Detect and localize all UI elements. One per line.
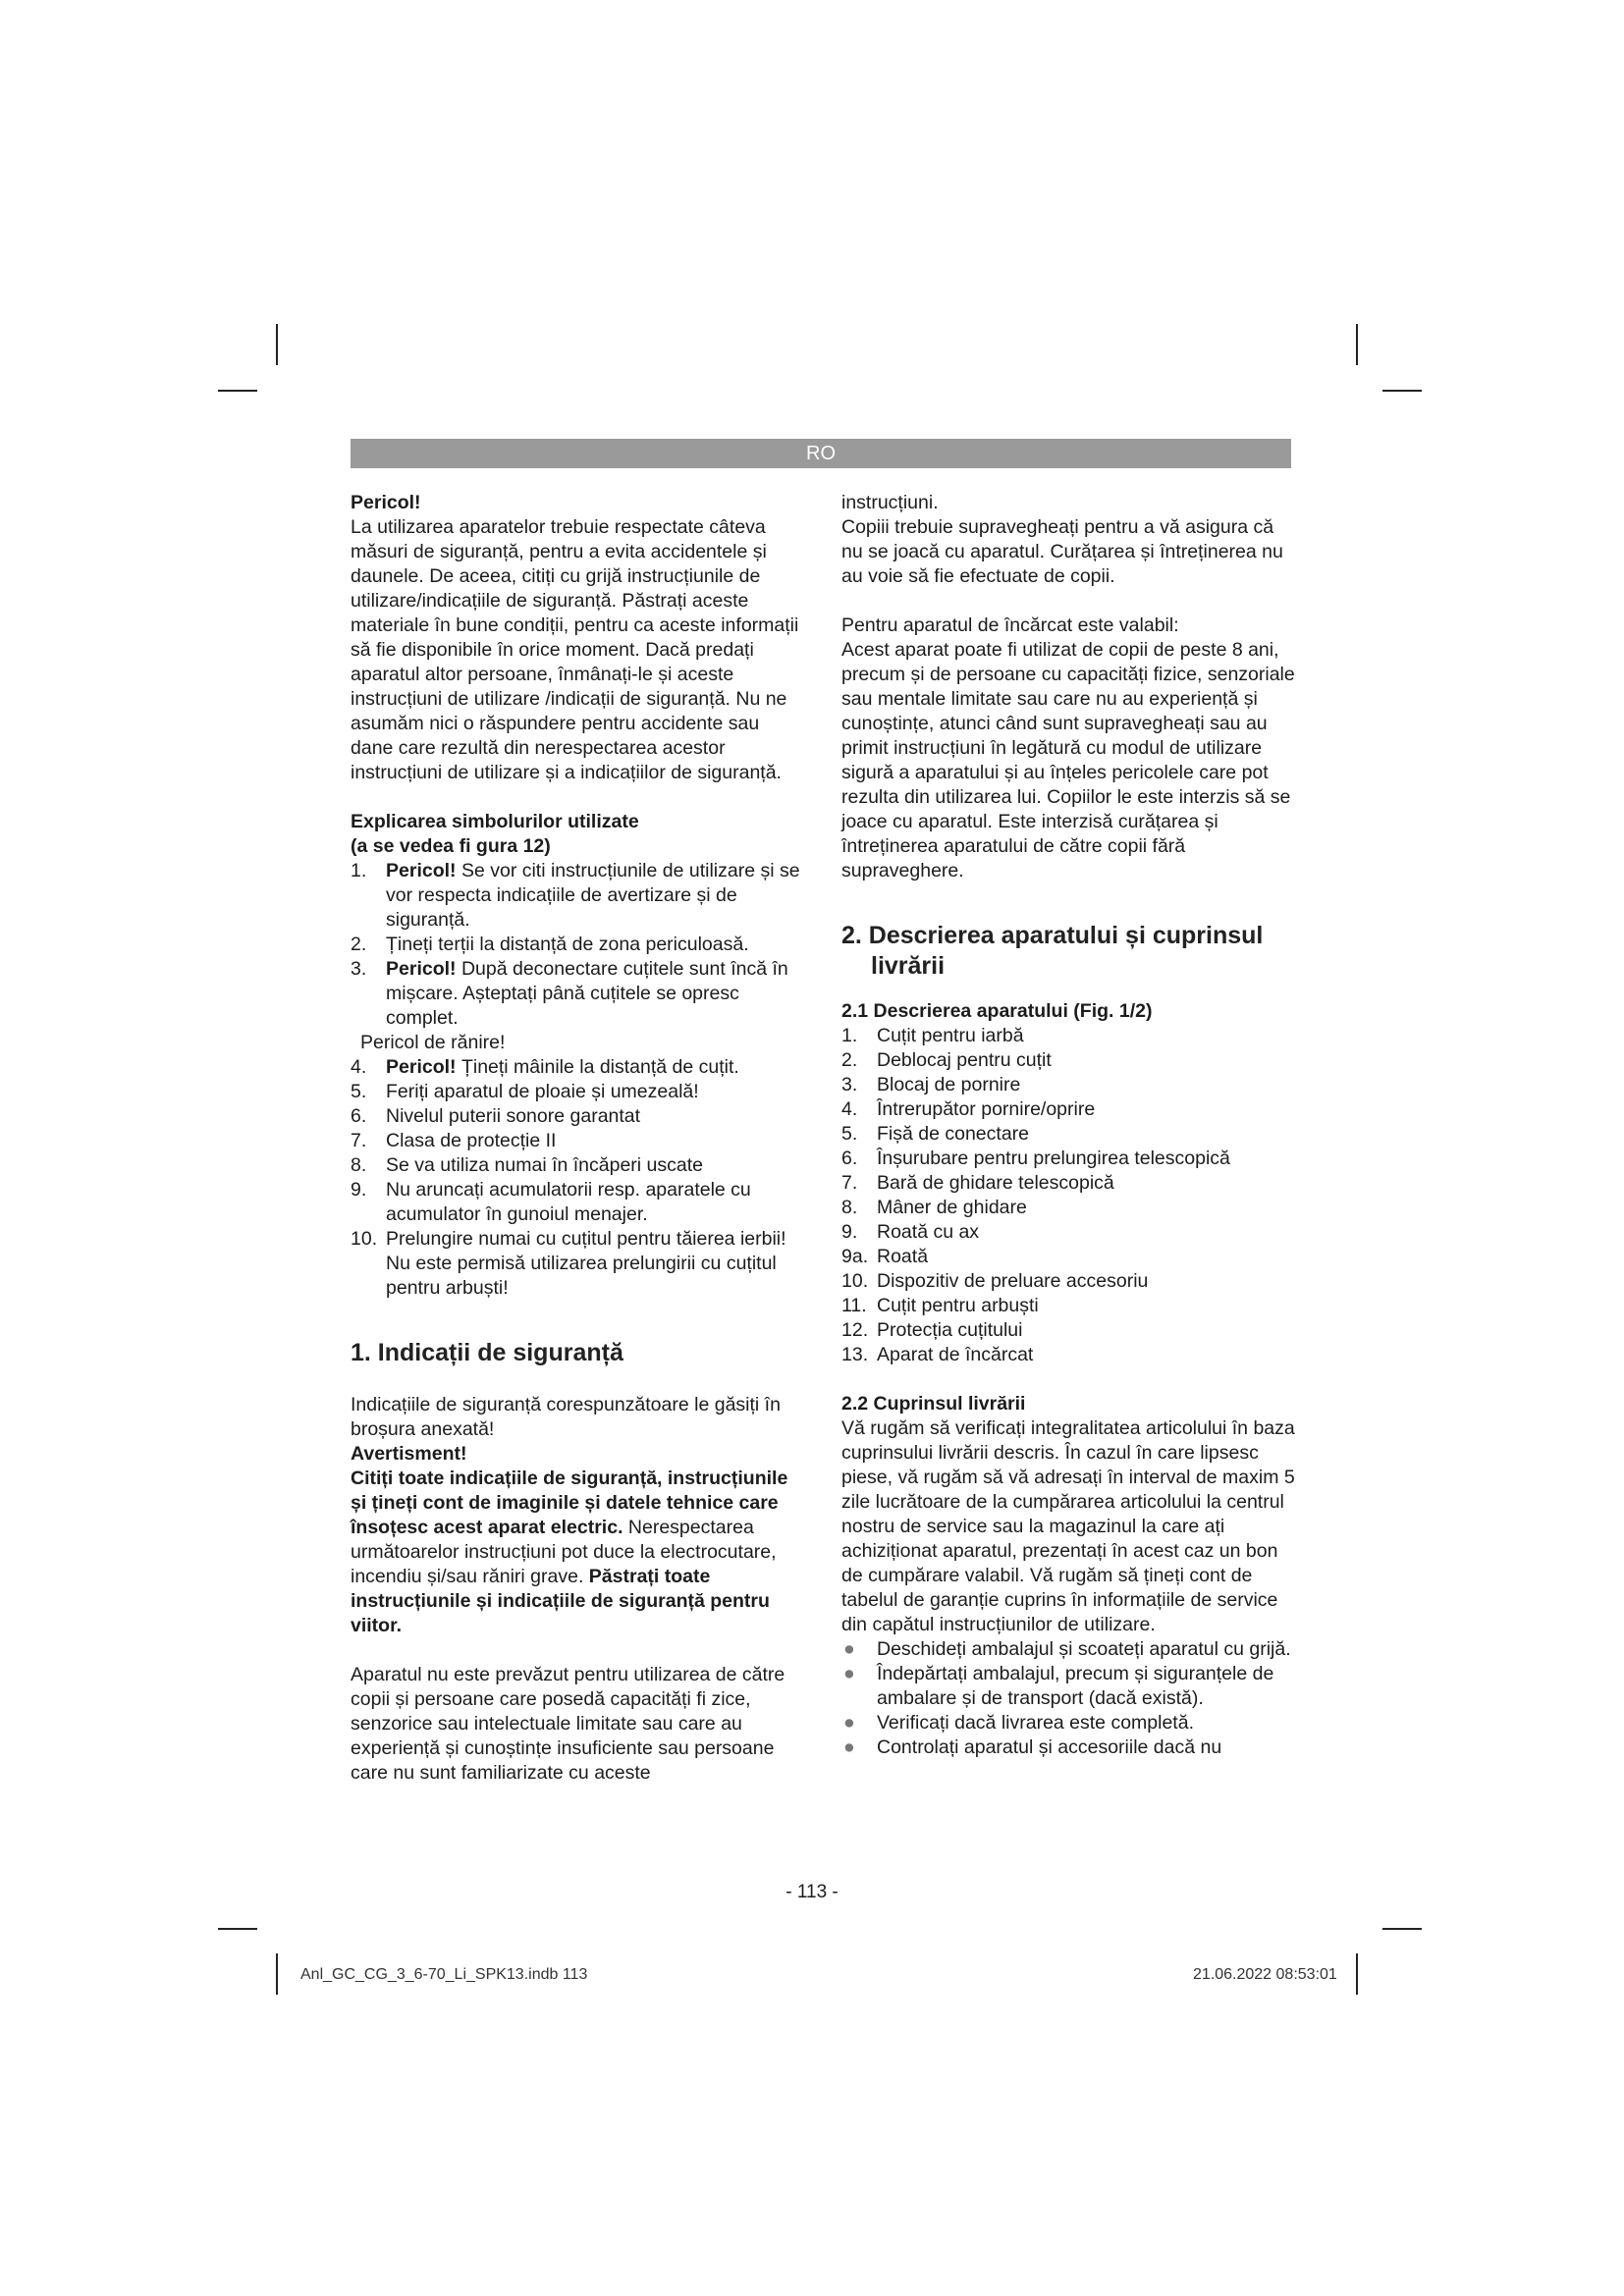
list-item: 8. Mâner de ghidare [841,1197,1027,1218]
bullet-icon: ● [843,1663,855,1684]
list-item: 1. Pericol! Se vor citi instrucțiunile de utilizare și se vor respecta indicațiile de avertizare și de siguranță. [351,860,800,931]
list-item: ● Îndepărtați ambalajul, precum și siguranțele de ambalare și de transport (dacă există). [843,1663,1274,1709]
left-column [351,491,804,1786]
crop-mark [1356,1953,1358,1995]
crop-mark [218,390,257,392]
list-item: 7. Bară de ghidare telescopică [841,1172,1114,1194]
s1-children-text: Aparatul nu este prevăzut pentru utilizarea de către copii și persoane care posedă capacități fi zice, senzorice sau intelectuale limitate sau care au experiență și cunoștințe insuficiente sau persoane care nu sunt familiarizate cu aceste [351,1664,785,1784]
s1-paragraph: Citiți toate indicațiile de siguranță, instrucțiunile și țineți cont de imaginile și datele tehnice care însoțesc acest aparat electric. Nerespectarea următoarelor instrucțiuni pot duce la electrocutare, incendiu și/sau răniri grave. Păstrați toate instrucțiunile și indicațiile de siguranță pentru viitor. [351,1468,788,1636]
bullet-icon: ● [843,1712,855,1734]
list-item: 7. Clasa de protecție II [351,1130,557,1151]
danger-text: La utilizarea aparatelor trebuie respectate câteva măsuri de siguranță, pentru a evita accidentele și daunele. De aceea, citiți cu grijă instrucțiunile de utilizare/indicațiile de siguranță. Păstrați aceste materiale în bune condiții, pentru ca aceste informații să fie disponibile în orice moment. Dacă predați aparatul altor persoane, înmânați-le și aceste instrucțiuni de utilizare /indicații de siguranță. Nu ne asumăm nici o răspundere pentru accidente sau dane care rezultă din nerespectarea acestor instrucțiuni de utilizare și a indicațiilor de siguranță. [351,516,799,783]
list-item: 9. Roată cu ax [841,1221,980,1243]
list-item: 6. Înșurubare pentru prelungirea telescopică [841,1148,1230,1169]
list-item: 10. Prelungire numai cu cuțitul pentru tăierea ierbii! Nu este permisă utilizarea prelungirii cu cuțitul pentru arbuști! [351,1228,786,1299]
crop-mark [1382,390,1422,392]
list-item: Pericol de rănire! [360,1032,506,1053]
continuation-text: instrucțiuni. [841,492,939,513]
list-item: ● Controlați aparatul și accesoriile dacă nu [843,1736,1222,1758]
s22-text: Vă rugăm să verificați integralitatea articolului în baza cuprinsului livrării descris. În cazul în care lipsesc piese, vă rugăm să vă adresați în interval de maxim 5 zile lucrătoare de la cumpărarea articolului la centrul nostru de service sau la magazinul la care ați achiziționat aparatul, prezentați în acest caz un bon de cumpărare valabil. Vă rugăm să țineți cont de tabelul de garanție cuprins în informațiile de service din capătul instrucțiunilor de utilizare. [841,1417,1295,1635]
s1-warning: Avertisment! [351,1443,467,1465]
list-item: 5. Feriți aparatul de ploaie și umezeală! [351,1081,699,1102]
list-item: ● Deschideți ambalajul și scoateți aparatul cu grijă. [843,1638,1291,1660]
crop-mark [218,1928,257,1930]
list-item: 4. Pericol! Țineți mâinile la distanță de cuțit. [351,1056,739,1078]
bullet-icon: ● [843,1736,855,1758]
footer-timestamp: 21.06.2022 08:53:01 [1193,1966,1337,1983]
list-item: 12. Protecția cuțitului [841,1319,1023,1341]
charger-title: Pentru aparatul de încărcat este valabil: [841,614,1179,636]
parts-list [841,1024,1295,1367]
list-item: 2. Țineți terții la distanță de zona periculoasă. [351,934,749,955]
crop-mark [276,1953,278,1995]
symbols-subtitle: (a se vedea fi gura 12) [351,835,551,857]
s1-intro: Indicațiile de siguranță corespunzătoare le găsiți în broșura anexată! [351,1394,781,1440]
delivery-checklist [841,1637,1295,1760]
s21-title: 2.1 Descrierea aparatului (Fig. 1/2) [841,1000,1153,1022]
symbols-title: Explicarea simbolurilor utilizate [351,811,639,832]
crop-mark [1382,1928,1422,1930]
list-item: 4. Întrerupător pornire/oprire [841,1098,1096,1120]
list-item: 9. Nu aruncați acumulatorii resp. aparatele cu acumulator în gunoiul menajer. [351,1179,751,1225]
right-column [841,491,1295,1760]
charger-text: Acest aparat poate fi utilizat de copii de peste 8 ani, precum și de persoane cu capacități fizice, senzoriale sau mentale limitate sau care nu au experiență și cunoștințe, atunci când sunt supravegheați sau au primit instrucțiuni în legătură cu modul de utilizare sigură a aparatului și au înțeles pericolele care pot rezulta din utilizarea lui. Copiilor le este interzis să se joace cu aparatul. Este interzisă curățarea și întreținerea aparatului de către copii fără supraveghere. [841,639,1295,881]
section-2-title: 2. Descrierea aparatului și cuprinsul livrării [841,922,1264,980]
s22-title: 2.2 Cuprinsul livrării [841,1393,1026,1415]
list-item: 10. Dispozitiv de preluare accesoriu [841,1270,1149,1292]
list-item: ● Verificați dacă livrarea este completă. [843,1712,1194,1734]
children-supervision-text: Copiii trebuie supravegheați pentru a vă asigura că nu se joacă cu aparatul. Curățarea și întreținerea nu au voie să fie efectuate de copii. [841,516,1283,587]
list-item: 2. Deblocaj pentru cuțit [841,1049,1052,1071]
page-number: - 113 - [785,1882,839,1902]
list-item: 8. Se va utiliza numai în încăperi uscate [351,1154,704,1176]
footer-file: Anl_GC_CG_3_6-70_Li_SPK13.indb 113 [300,1966,588,1983]
list-item: 13. Aparat de încărcat [841,1344,1034,1365]
crop-mark [276,324,278,365]
list-item: 1. Cuțit pentru iarbă [841,1025,1024,1046]
crop-mark [1356,324,1358,365]
list-item: 5. Fișă de conectare [841,1123,1030,1145]
danger-title: Pericol! [351,492,421,513]
symbols-list [351,859,804,1301]
list-item: 11. Cuțit pentru arbuști [841,1295,1039,1316]
bullet-icon: ● [843,1638,855,1660]
list-item: 3. Blocaj de pornire [841,1074,1021,1095]
list-item: 3. Pericol! După deconectare cuțitele sunt încă în mișcare. Așteptați până cuțitele se opresc complet. [351,958,788,1029]
list-item: 9a. Roată [841,1246,929,1267]
section-1-title: 1. Indicații de siguranță [351,1339,623,1366]
list-item: 6. Nivelul puterii sonore garantat [351,1105,641,1127]
language-header: RO [351,439,1291,468]
